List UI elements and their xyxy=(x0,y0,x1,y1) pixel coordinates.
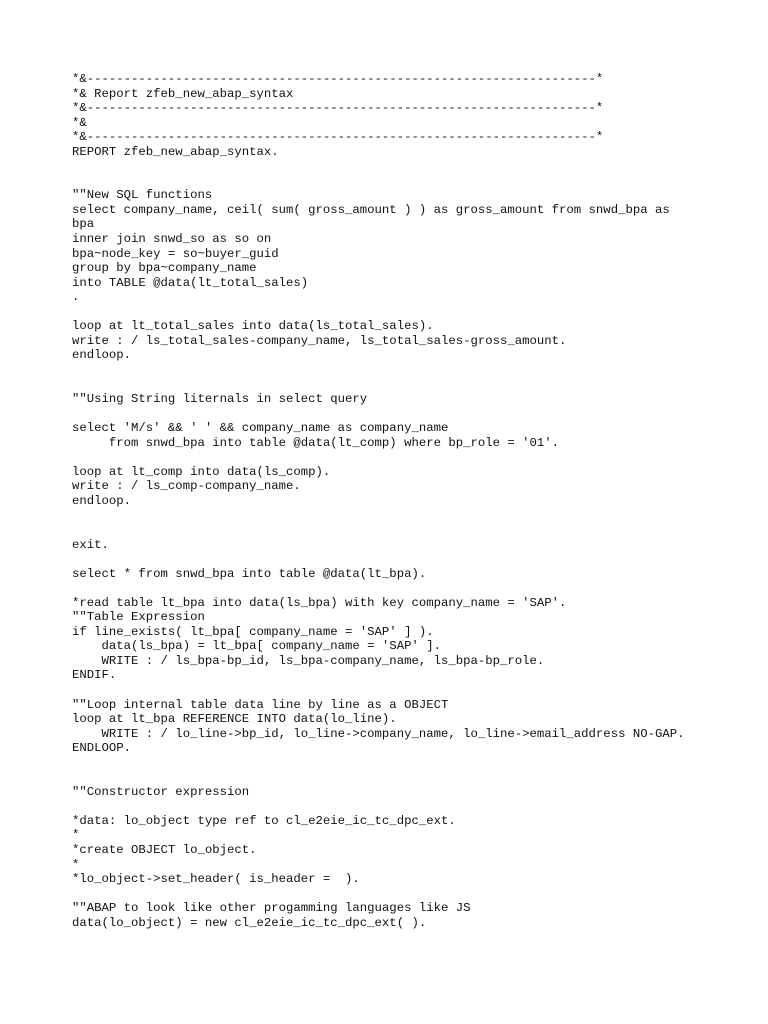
code-line: *&---------------------------------------------------------------------* xyxy=(72,72,604,86)
code-line: endloop. xyxy=(72,348,132,363)
code-line xyxy=(72,581,762,596)
code-line xyxy=(72,174,762,189)
code-line xyxy=(72,363,762,378)
code-line: data(ls_bpa) = lt_bpa[ company_name = 'SAP' ]. xyxy=(72,639,441,654)
code-line: bpa~node_key = so~buyer_guid xyxy=(72,246,279,261)
code-line xyxy=(72,552,762,567)
code-line: *&---------------------------------------------------------------------* xyxy=(72,101,604,116)
code-line: *& xyxy=(72,115,87,130)
code-line: ""Table Expression xyxy=(72,610,205,625)
code-line: *& Report zfeb_new_abap_syntax xyxy=(72,86,294,101)
code-line: loop at lt_bpa REFERENCE INTO data(lo_line). xyxy=(72,712,397,727)
code-line: from snwd_bpa into table @data(lt_comp) where bp_role = '01'. xyxy=(72,435,560,450)
code-line: *&---------------------------------------------------------------------* xyxy=(72,130,604,145)
code-line: * xyxy=(72,828,80,843)
code-line xyxy=(72,159,762,174)
code-line: bpa xyxy=(72,217,95,232)
code-line: *lo_object->set_header( is_header = ). xyxy=(72,872,360,887)
code-line: group by bpa~company_name xyxy=(72,261,257,276)
code-line xyxy=(72,683,762,698)
code-line: inner join snwd_so as so on xyxy=(72,232,272,247)
code-line: *read table lt_bpa into data(ls_bpa) with key company_name = 'SAP'. xyxy=(72,595,567,610)
code-line: endloop. xyxy=(72,493,132,508)
code-line xyxy=(72,770,762,785)
code-line: into TABLE @data(lt_total_sales) xyxy=(72,275,309,290)
code-line: write : / ls_total_sales-company_name, ls_total_sales-gross_amount. xyxy=(72,333,567,348)
code-line xyxy=(72,799,762,814)
code-line: *data: lo_object type ref to cl_e2eie_ic_tc_dpc_ext. xyxy=(72,813,456,828)
code-line: select * from snwd_bpa into table @data(lt_bpa). xyxy=(72,566,427,581)
code-line: if line_exists( lt_bpa[ company_name = 'SAP' ] ). xyxy=(72,624,434,639)
code-listing xyxy=(72,72,762,930)
code-line: * xyxy=(72,857,80,872)
code-line: ""Constructor expression xyxy=(72,784,250,799)
code-line xyxy=(72,407,762,422)
code-line xyxy=(72,305,762,320)
code-line: loop at lt_total_sales into data(ls_total_sales). xyxy=(72,319,434,334)
code-line: exit. xyxy=(72,537,109,552)
code-line: select 'M/s' && ' ' && company_name as company_name xyxy=(72,421,449,436)
code-line xyxy=(72,508,762,523)
code-line: ""New SQL functions xyxy=(72,188,213,203)
code-line: WRITE : / lo_line->bp_id, lo_line->company_name, lo_line->email_address NO-GAP. xyxy=(72,726,685,741)
code-line: select company_name, ceil( sum( gross_amount ) ) as gross_amount from snwd_bpa as xyxy=(72,202,670,217)
code-line: data(lo_object) = new cl_e2eie_ic_tc_dpc_ext( ). xyxy=(72,915,427,930)
code-line: ENDLOOP. xyxy=(72,741,132,756)
code-line: loop at lt_comp into data(ls_comp). xyxy=(72,464,331,479)
code-line: ""Loop internal table data line by line as a OBJECT xyxy=(72,697,449,712)
code-line: ""ABAP to look like other progamming languages like JS xyxy=(72,901,471,916)
code-line: ""Using String liternals in select query xyxy=(72,392,368,407)
code-line xyxy=(72,887,762,902)
code-line: WRITE : / ls_bpa-bp_id, ls_bpa-company_name, ls_bpa-bp_role. xyxy=(72,653,545,668)
code-line: *create OBJECT lo_object. xyxy=(72,842,257,857)
code-line: ENDIF. xyxy=(72,668,117,683)
code-line xyxy=(72,523,762,538)
code-line: . xyxy=(72,290,80,305)
code-line: write : / ls_comp-company_name. xyxy=(72,479,301,494)
code-line xyxy=(72,756,762,771)
code-line: REPORT zfeb_new_abap_syntax. xyxy=(72,144,279,159)
code-line xyxy=(72,450,762,465)
code-line xyxy=(72,377,762,392)
